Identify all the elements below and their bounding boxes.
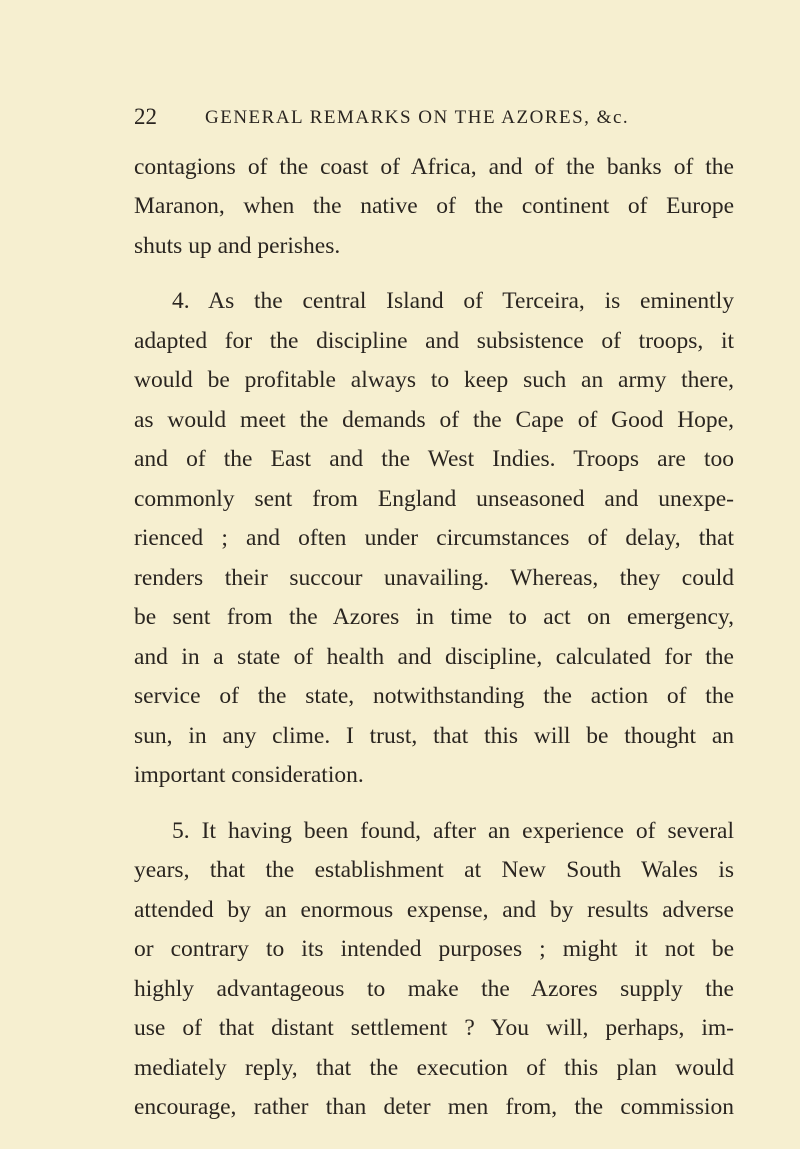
text-line: service of the state, notwithstanding the action of the [134,683,734,709]
text-line: and in a state of health and discipline, calculated for the [134,644,734,670]
page-number: 22 [134,104,157,129]
text-line: and of the East and the West Indies. Troops are too [134,446,734,472]
text-line: 4. As the central Island of Terceira, is eminently [172,288,734,314]
text-line: use of that distant settlement ? You will, perhaps, im- [134,1015,734,1041]
text-line: mediately reply, that the execution of this plan would [134,1055,734,1081]
text-line: encourage, rather than deter men from, the commission [134,1094,734,1120]
text-line: adapted for the discipline and subsistence of troops, it [134,328,734,354]
running-title: GENERAL REMARKS ON THE AZORES, &c. [205,107,630,128]
text-line: commonly sent from England unseasoned and unexpe- [134,486,734,512]
text-line: shuts up and perishes. [134,233,341,259]
text-line: contagions of the coast of Africa, and of the banks of the [134,154,734,180]
text-line: renders their succour unavailing. Whereas, they could [134,565,734,591]
text-line: years, that the establishment at New South Wales is [134,857,734,883]
text-line: important consideration. [134,762,364,788]
text-line: Maranon, when the native of the continent of Europe [134,193,734,219]
text-line: would be profitable always to keep such an army there, [134,367,734,393]
text-line: sun, in any clime. I trust, that this will be thought an [134,723,734,749]
text-line: be sent from the Azores in time to act on emergency, [134,604,734,630]
text-line: highly advantageous to make the Azores supply the [134,976,734,1002]
text-line: attended by an enormous expense, and by results adverse [134,897,734,923]
text-line: as would meet the demands of the Cape of Good Hope, [134,407,734,433]
text-line: rienced ; and often under circumstances of delay, that [134,525,734,551]
text-line: 5. It having been found, after an experience of several [172,818,734,844]
text-line: or contrary to its intended purposes ; might it not be [134,936,734,962]
